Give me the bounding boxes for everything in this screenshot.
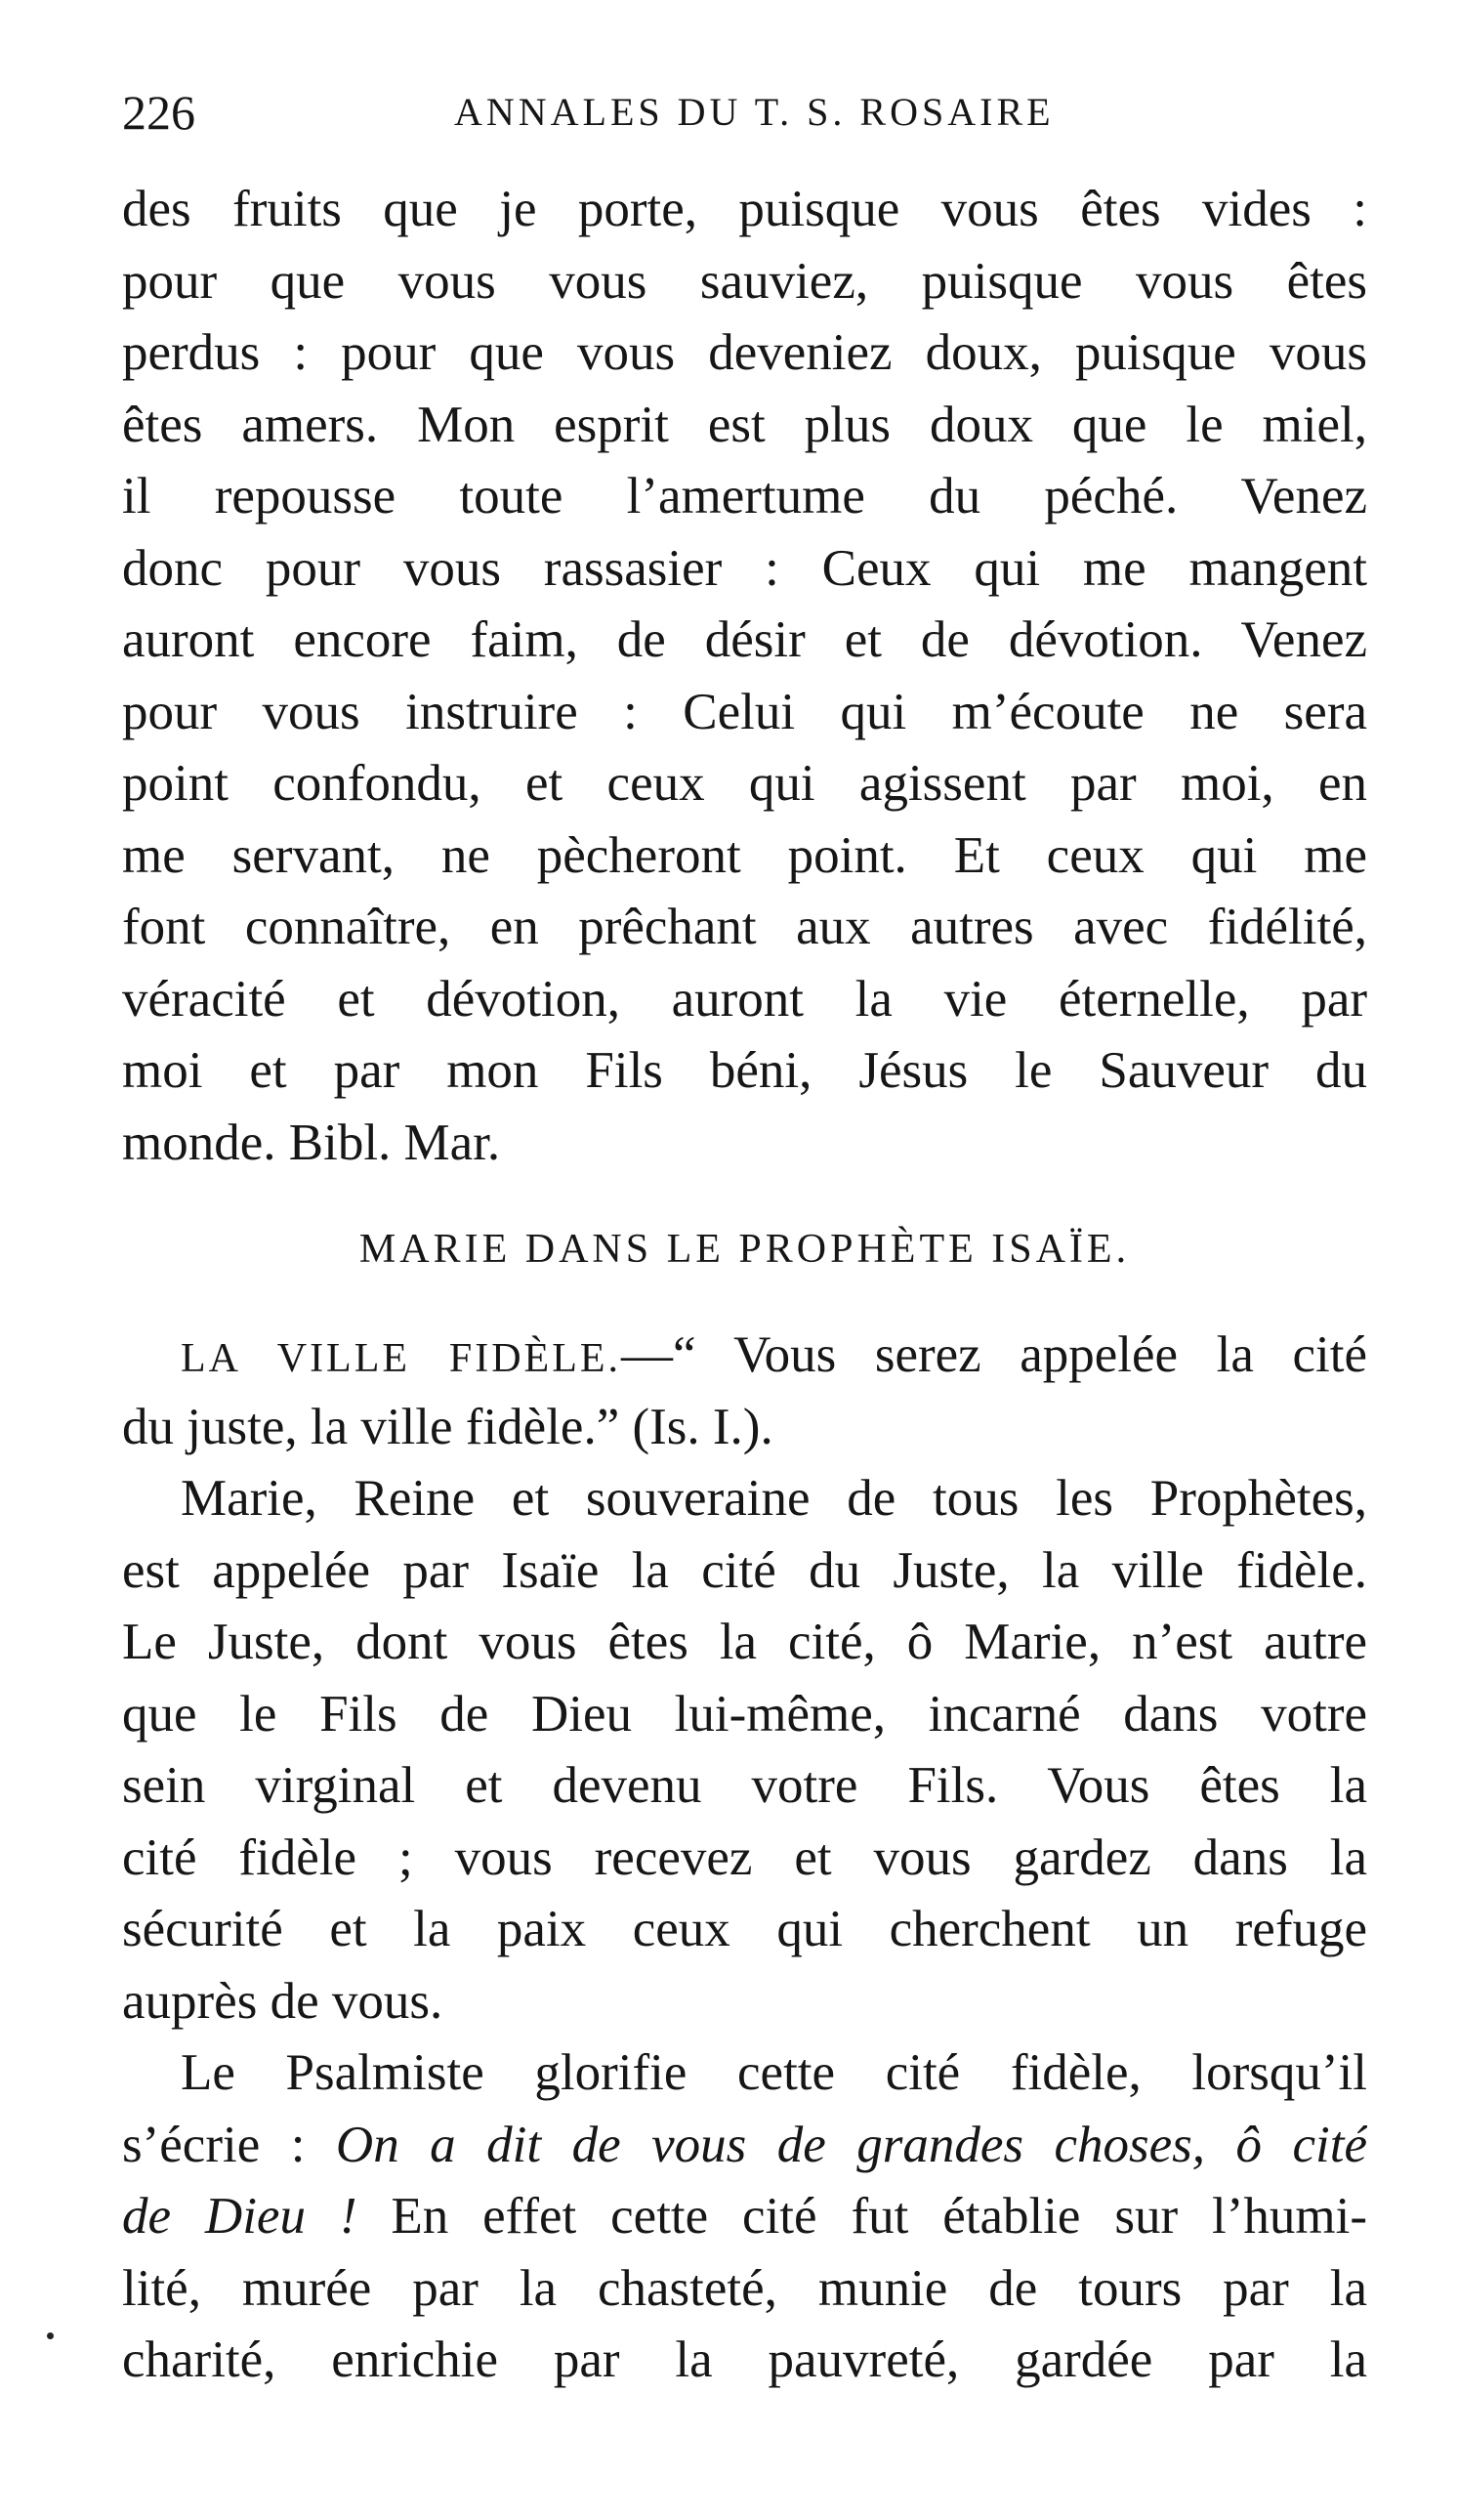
text-span: s’écrie : (122, 2116, 336, 2173)
paragraph-2 (122, 1320, 1367, 1463)
text-line: Le Juste, dont vous êtes la cité, ô Marie, n’est autre (122, 1614, 1367, 1670)
paragraph-4 (122, 2037, 1367, 2397)
text-line: Le Psalmiste glorifie cette cité fidèle, lorsqu’il (181, 2044, 1367, 2101)
page-number: 226 (122, 85, 195, 140)
text-line: que le Fils de Dieu lui-même, incarné dans votre (122, 1685, 1367, 1743)
text-line: lité, murée par la chasteté, munie de tours par la (122, 2259, 1367, 2317)
margin-dot (47, 2332, 54, 2339)
text-line: auprès de vous. (122, 1972, 443, 2030)
paragraph-1 (122, 174, 1367, 1179)
text-line: il repousse toute l’amertume du péché. Venez (122, 468, 1367, 525)
text-line: êtes amers. Mon esprit est plus doux que le miel, (122, 396, 1367, 453)
text-line: pour que vous vous sauviez, puisque vous êtes (122, 252, 1367, 310)
text-line: des fruits que je porte, puisque vous êtes vides : (122, 181, 1367, 237)
text-line: font connaître, en prêchant aux autres avec fidélité, (122, 899, 1367, 955)
text-line: donc pour vous rassasier : Ceux qui me mangent (122, 539, 1367, 597)
body-text (122, 174, 1367, 2397)
text-line: me servant, ne pècheront point. Et ceux qui me (122, 826, 1367, 884)
text-line (122, 2181, 1367, 2253)
psalm-quote: de Dieu ! (122, 2188, 357, 2245)
text-line: sein virginal et devenu votre Fils. Vous êtes la (122, 1757, 1367, 1814)
text-line: point confondu, et ceux qui agissent par moi, en (122, 755, 1367, 812)
text-line: cité fidèle ; vous recevez et vous gardez dans la (122, 1828, 1367, 1886)
text-line: auront encore faim, de désir et de dévotion. Venez (122, 611, 1367, 668)
text-line: du juste, la ville fidèle.” (Is. I.). (122, 1398, 773, 1455)
text-line: sécurité et la paix ceux qui cherchent un refuge (122, 1901, 1367, 1957)
text-span: —“ Vous serez appelée la cité (621, 1326, 1367, 1383)
section-heading: MARIE DANS LE PROPHÈTE ISAÏE. (358, 1227, 1131, 1272)
text-span: En effet cette cité fut établie sur l’humi- (356, 2188, 1367, 2245)
text-line: monde. Bibl. Mar. (122, 1113, 501, 1171)
text-line: moi et par mon Fils béni, Jésus le Sauveur du (122, 1042, 1367, 1099)
text-line: charité, enrichie par la pauvreté, gardée par la (122, 2331, 1367, 2388)
paragraph-lead: LA VILLE FIDÈLE. (181, 1336, 622, 1381)
text-line: est appelée par Isaïe la cité du Juste, la ville fidèle. (122, 1541, 1367, 1599)
text-line: Marie, Reine et souveraine de tous les Prophètes, (181, 1470, 1367, 1527)
text-line (122, 2110, 1367, 2182)
running-head (122, 78, 1367, 147)
text-line: perdus : pour que vous deveniez doux, puisque vous (122, 324, 1367, 381)
text-line (122, 1320, 1367, 1392)
text-line: pour vous instruire : Celui qui m’écoute ne sera (122, 683, 1367, 740)
paragraph-3 (122, 1463, 1367, 2037)
running-title: ANNALES DU T. S. ROSAIRE (454, 90, 1055, 134)
psalm-quote: On a dit de vous de grandes choses, ô cité (335, 2116, 1367, 2173)
text-line: véracité et dévotion, auront la vie éternelle, par (122, 970, 1367, 1028)
